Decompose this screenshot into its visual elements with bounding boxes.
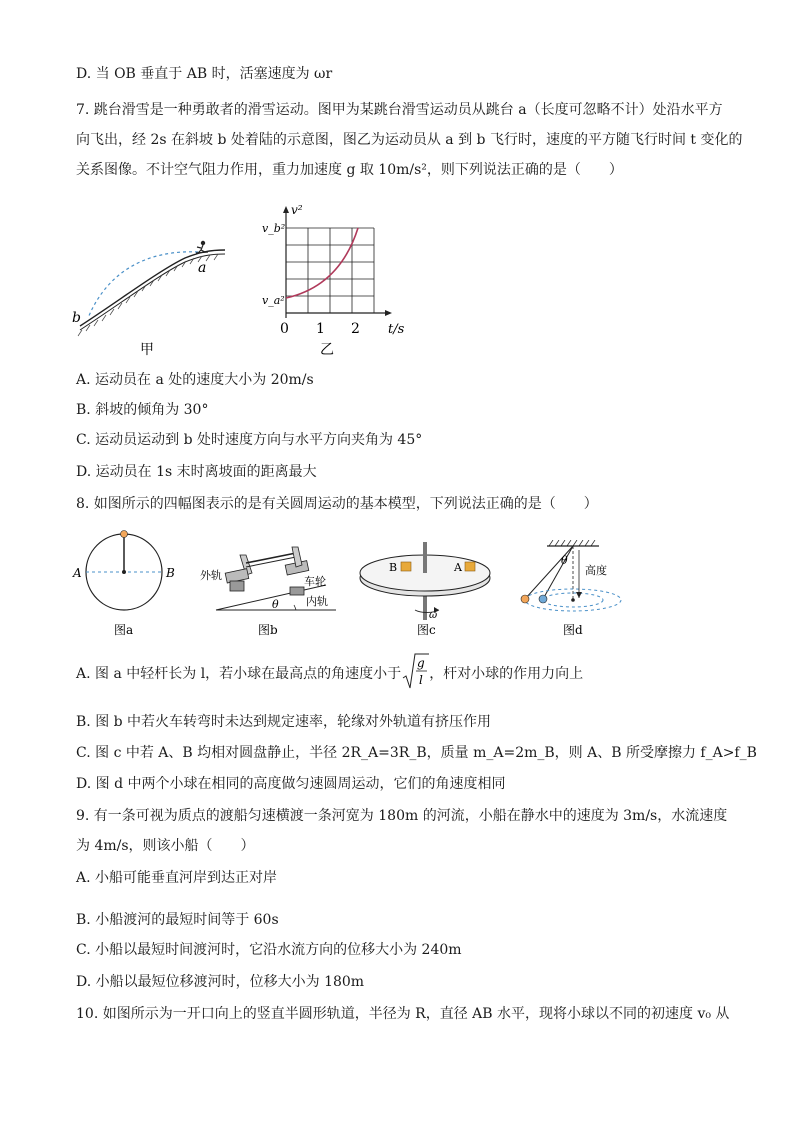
caption-8c: 图c	[417, 623, 436, 637]
caption-8a: 图a	[114, 623, 134, 637]
label-8c-A: A	[454, 561, 462, 574]
label-8a-A: A	[73, 566, 82, 580]
y-axis-label: v²	[291, 203, 303, 217]
q9-stem-line1: 9. 有一条可视为质点的渡船匀速横渡一条河宽为 180m 的河流，小船在静水中的速度为 3m/s，水流速度	[76, 808, 728, 824]
q9-stem-line2: 为 4m/s，则该小船（ ）	[76, 838, 255, 854]
q9-option-b: B. 小船渡河的最短时间等于 60s	[76, 912, 279, 928]
q8a-text-pre: A. 图 a 中轻杆长为 l，若小球在最高点的角速度小于	[76, 666, 402, 682]
q7-option-a: A. 运动员在 a 处的速度大小为 20m/s	[76, 372, 314, 388]
figure-8d	[515, 540, 630, 642]
label-8c-B: B	[389, 561, 398, 574]
caption-8d: 图d	[563, 623, 583, 637]
y-bottom-label: v_a²	[262, 294, 285, 307]
frac-num: g	[417, 656, 425, 670]
q7-option-c: C. 运动员运动到 b 处时速度方向与水平方向夹角为 45°	[76, 432, 423, 448]
caption-8b: 图b	[258, 623, 278, 637]
q10-stem-line1: 10. 如图所示为一开口向上的竖直半圆形轨道，半径为 R，直径 AB 水平，现将小球以不同的初速度 v₀ 从	[76, 1006, 730, 1022]
figure-yi	[258, 200, 418, 360]
q9-option-a: A. 小船可能垂直河岸到达正对岸	[76, 870, 278, 886]
q8-stem: 8. 如图所示的四幅图表示的是有关圆周运动的基本模型，下列说法正确的是（ ）	[76, 496, 598, 512]
q7-option-d: D. 运动员在 1s 末时离坡面的距离最大	[76, 464, 317, 480]
q8-option-d: D. 图 d 中两个小球在相同的高度做匀速圆周运动，它们的角速度相同	[76, 776, 506, 792]
label-a: a	[198, 260, 207, 276]
label-wheel: 车轮	[304, 575, 326, 588]
q9-option-d: D. 小船以最短位移渡河时，位移大小为 180m	[76, 974, 365, 990]
caption-jia: 甲	[140, 342, 154, 358]
sqrt-g-over-l	[401, 656, 429, 687]
label-outer-rail: 外轨	[200, 569, 222, 582]
figure-8b	[196, 535, 346, 642]
label-height: 高度	[585, 564, 607, 577]
q7-stem-line1: 7. 跳台滑雪是一种勇敢者的滑雪运动。图甲为某跳台滑雪运动员从跳台 a（长度可忽略不计）处沿水平方	[76, 102, 723, 118]
frac-den: l	[419, 673, 424, 687]
label-8a-B: B	[166, 566, 175, 580]
q7-option-b: B. 斜坡的倾角为 30°	[76, 402, 209, 418]
label-inner-rail: 内轨	[306, 595, 328, 608]
x-axis-label: t/s	[388, 322, 405, 337]
caption-yi: 乙	[320, 342, 334, 358]
label-theta-b: θ	[272, 598, 279, 611]
q6-option-d: D. 当 OB 垂直于 AB 时，活塞速度为 ωr	[76, 66, 333, 82]
label-b: b	[72, 310, 81, 326]
q8-option-a	[76, 656, 584, 687]
tick-1: 1	[316, 321, 325, 337]
figure-8a	[70, 530, 182, 642]
q7-stem-line2: 向飞出，经 2s 在斜坡 b 处着陆的示意图，图乙为运动员从 a 到 b 飞行时，速度的平方随飞行时间 t 变化的	[76, 132, 743, 148]
figure-jia	[70, 230, 230, 360]
label-omega: ω	[429, 610, 438, 621]
y-top-label: v_b²	[262, 222, 286, 235]
q9-option-c: C. 小船以最短时间渡河时，它沿水流方向的位移大小为 240m	[76, 942, 462, 958]
q8-option-b: B. 图 b 中若火车转弯时未达到规定速率，轮缘对外轨道有挤压作用	[76, 714, 492, 730]
figure-8c	[355, 540, 505, 642]
tick-0: 0	[280, 321, 289, 337]
q7-stem-line3: 关系图像。不计空气阻力作用，重力加速度 g 取 10m/s²，则下列说法正确的是（ ）	[76, 162, 623, 178]
q8-option-c: C. 图 c 中若 A、B 均相对圆盘静止，半径 2R_A=3R_B，质量 m_A=2m_B，则 A、B 所受摩擦力 f_A>f_B	[76, 745, 757, 761]
tick-2: 2	[351, 321, 360, 337]
q8a-text-post: ，杆对小球的作用力向上	[429, 666, 584, 682]
label-theta-d: θ	[561, 554, 568, 567]
